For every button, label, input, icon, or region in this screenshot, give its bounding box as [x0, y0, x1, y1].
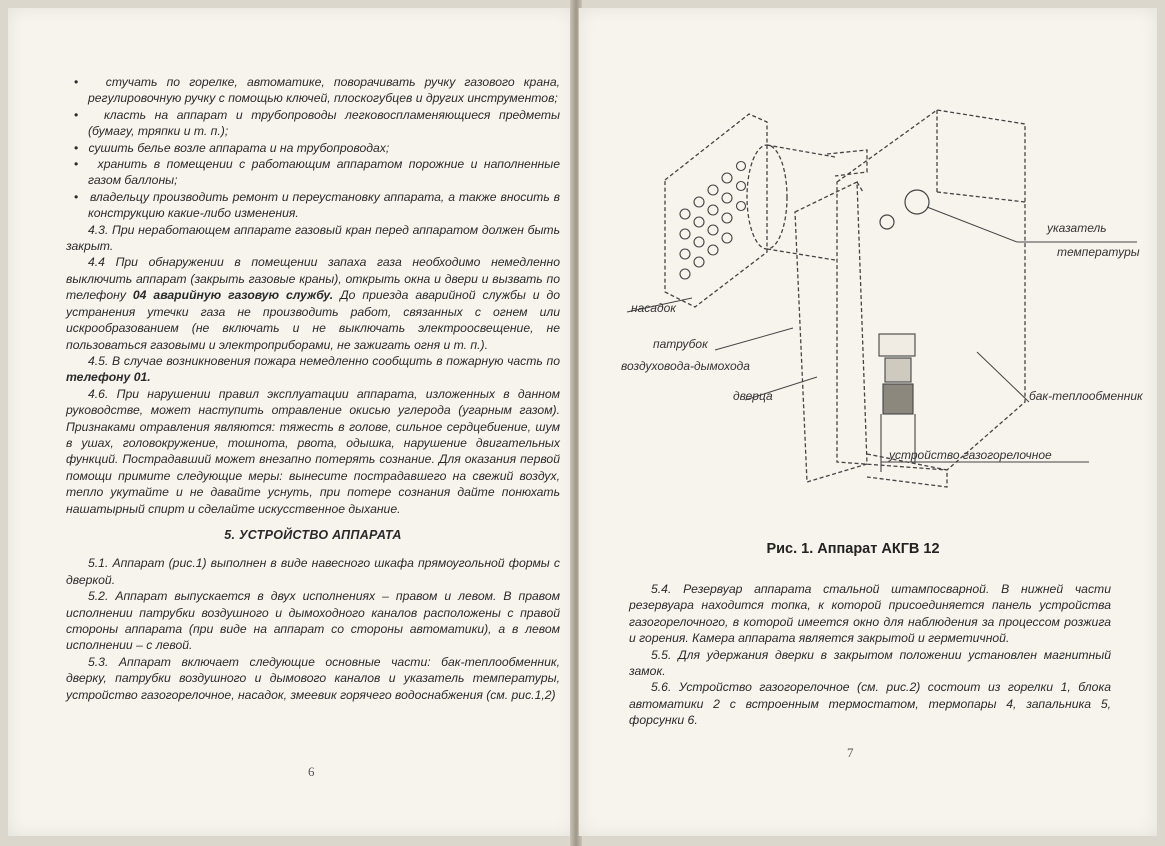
- label-nozzle: насадок: [631, 301, 676, 315]
- label-burner: устройство газогорелочное: [889, 448, 1052, 462]
- right-page: [578, 8, 1157, 836]
- left-page: [8, 8, 575, 836]
- boiler-diagram: [617, 102, 1157, 502]
- bullet-item: • сушить белье возле аппарата и на трубопроводах;: [66, 140, 560, 156]
- door-outline: [795, 182, 867, 482]
- right-text-column: [629, 581, 1111, 729]
- label-pipe-line1: патрубок: [653, 337, 708, 351]
- paragraph-5-6: 5.6. Устройство газогорелочное (см. рис.2) состоит из горелки 1, блока автоматики 2 с встроенным термостатом, термопары 4, запальника 5, форсунки 6.: [629, 680, 1111, 728]
- fire-phone: телефону 01.: [66, 370, 151, 385]
- thermometer-icon: [905, 190, 929, 214]
- section-heading: 5. УСТРОЙСТВО АППАРАТА: [224, 527, 402, 542]
- bullet-item: • хранить в помещении с работающим аппаратом порожние и наполненные газом баллоны;: [66, 156, 560, 189]
- paragraph-5-3: 5.3. Аппарат включает следующие основные части: бак-теплообменник, дверку, патрубки воздушного и дымового каналов и указатель температуры, устройство газогорелочное, насадок, змеевик горячего водоснабжения (см. рис.1,2): [66, 654, 560, 702]
- paragraph-4-4-text-cont: До приезда аварийной службы и до устранения утечки газа не производить работ, связанных с огнем или искрообразованием (не включать и не выключать электроосвещение, не пользоваться газовыми и электроприборами, не зажигать огня и т. п.).: [66, 288, 561, 352]
- paragraph-4-4: [66, 254, 560, 352]
- paragraph-5-2: 5.2. Аппарат выпускается в двух исполнениях – правом и левом. В правом исполнении патрубки воздушного и дымоходного каналов расположены с правой стороны аппарата (при виде на аппарат со стороны автоматики), а в левом исполнении – с левой.: [66, 589, 560, 653]
- paragraph-5-5: 5.5. Для удержания дверки в закрытом положении установлен магнитный замок.: [629, 647, 1111, 679]
- label-pipe-line2: воздуховода-дымохода: [621, 359, 750, 373]
- paragraph-4-6: 4.6. При нарушении правил эксплуатации аппарата, изложенных в данном руководстве, может наступить отравление окисью углерода (угарным газом). Признаками отравления являются: тяжесть в голове, сильное сердцебиение, шум в ушах, головокружение, тошнота, рвота, одышка, нарушение двигательных функций. Пострадавший может внезапно потерять сознание. Для оказания первой помощи примите следующие меры: вынесите пострадавшего на свежий воздух, тепло укутайте и не давайте уснуть, при потере сознания дайте понюхать нашатырный спирт и сделайте искусственное дыхание.: [66, 386, 560, 516]
- tank-outline: [837, 110, 1025, 470]
- paragraph-5-1: 5.1. Аппарат (рис.1) выполнен в виде навесного шкафа прямоугольной формы с дверкой.: [66, 556, 560, 587]
- label-indicator-line2: температуры: [1057, 245, 1140, 259]
- emergency-phone: 04 аварийную газовую службу.: [132, 288, 334, 303]
- page-number-right: 7: [847, 745, 854, 760]
- label-door: дверца: [733, 389, 773, 403]
- paragraph-5-4: 5.4. Резервуар аппарата стальной штампосварной. В нижней части резервуара находится топка, к которой присоединяется панель устройства газогорелочного, в которой имеется окно для наблюдения за процессом розжига и горения. Камера аппарата является закрытой и герметичной.: [629, 582, 1111, 646]
- nozzle-outline: [665, 114, 767, 307]
- bullet-item: • класть на аппарат и трубопроводы легковоспламеняющиеся предметы (бумагу, тряпки и т. п.);: [66, 107, 560, 140]
- label-indicator-line1: указатель: [1047, 221, 1107, 235]
- page-number-left: 6: [308, 764, 315, 779]
- bullet-item: • владельцу производить ремонт и переустановку аппарата, а также вносить в конструкцию какие-либо изменения.: [66, 189, 560, 222]
- paragraph-4-5-text: 4.5. В случае возникновения пожара немедленно сообщить в пожарную часть по: [88, 353, 560, 368]
- bullet-item: • стучать по горелке, автоматике, поворачивать ручку газового крана, регулировочную ручку с помощью ключей, плоскогубцев и других инструментов;: [66, 74, 560, 107]
- paragraph-4-4-text: 4.4 При обнаружении в помещении запаха газа необходимо немедленно выключить аппарат (закрыть газовые краны), открыть окна и двери и вызвать по телефону: [66, 255, 560, 303]
- paragraph-4-5: [66, 353, 560, 386]
- label-tank: бак-теплообменник: [1029, 389, 1143, 403]
- nozzle-holes: [680, 162, 746, 280]
- figure-caption: Рис. 1. Аппарат АКГВ 12: [766, 541, 940, 557]
- left-text-column: [66, 74, 560, 703]
- paragraph-4-3: 4.3. При неработающем аппарате газовый кран перед аппаратом должен быть закрыт.: [66, 222, 560, 254]
